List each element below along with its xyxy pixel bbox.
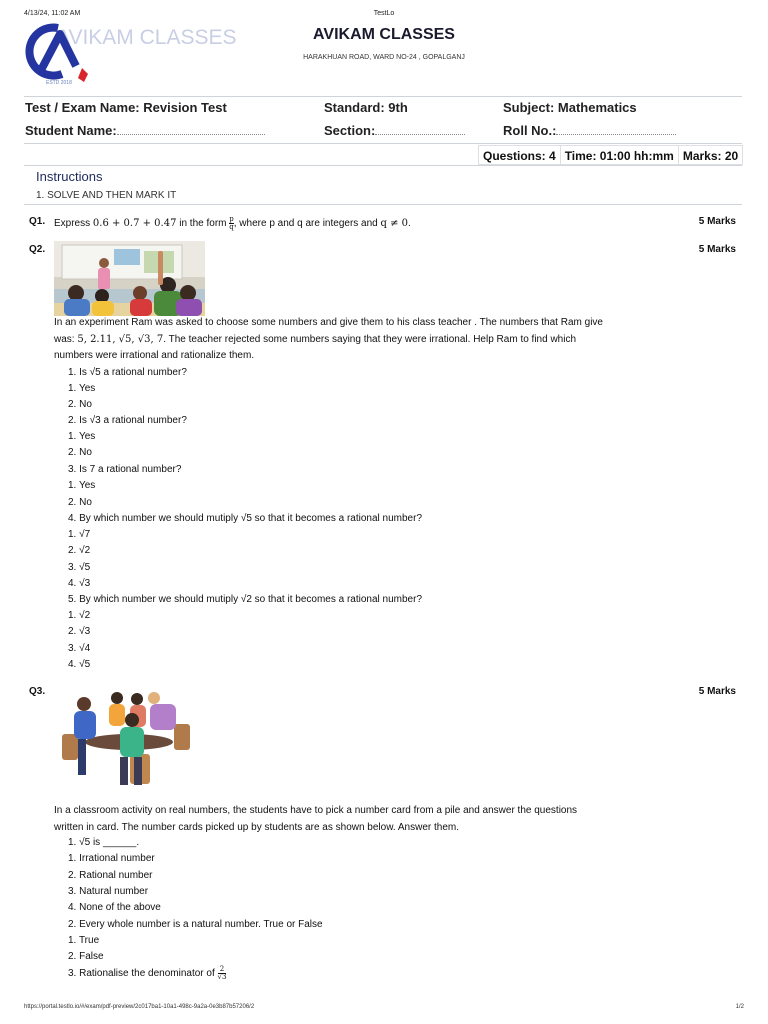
sub-question: 2. Is √3 a rational number? (68, 415, 187, 426)
option-item[interactable]: 2. No (68, 497, 92, 508)
exam-name: Test / Exam Name: Revision Test (25, 100, 227, 115)
option-item[interactable]: 1. Yes (68, 383, 96, 394)
page-url: https://portal.testlo.io/#/exam/pdf-preview/2c017ba1-10a1-498c-9a2a-0e3b87b57206/2 (24, 1004, 255, 1010)
question-number: Q2. (29, 244, 46, 255)
option-item[interactable]: 2. No (68, 399, 92, 410)
print-datetime: 4/13/24, 11:02 AM (24, 10, 81, 17)
question-text: Express 0.6 + 0.7̄ + 0.47̄ in the form $\frac{p}{q}$ , where p and q are integers and q ≠ 0. (54, 215, 411, 231)
math-expression: 0.6 + 0.7̄ + 0.47̄ (92, 218, 177, 230)
instructions-title: Instructions (36, 169, 103, 184)
question-marks: 5 Marks (698, 244, 736, 255)
option-item[interactable]: 3. √4 (68, 643, 91, 654)
math-condition: q ≠ 0 (380, 218, 409, 230)
sub-question: 3. Is 7 a rational number? (68, 464, 182, 475)
option-item[interactable]: 2. √2 (68, 545, 91, 556)
divider (24, 204, 742, 205)
section-label: Section: (324, 123, 376, 138)
sub-question: 2. Every whole number is a natural number. True or False (68, 919, 323, 930)
question-marks: 5 Marks (698, 686, 736, 697)
page-number: 1/2 (735, 1004, 744, 1010)
print-site-name: TestLo (373, 10, 395, 17)
roll-no-field[interactable] (503, 123, 676, 138)
logo-estd-text: ESTD 2018 (46, 80, 72, 86)
option-item[interactable]: 2. √3 (68, 626, 91, 637)
question-marks: 5 Marks (698, 216, 736, 227)
time-limit: Time: 01:00 hh:mm (561, 146, 679, 164)
group-discussion-image (54, 684, 204, 802)
sub-question: 4. By which number we should mutiply √5 so that it becomes a rational number? (68, 513, 422, 524)
subject: Subject: Mathematics (503, 100, 637, 115)
fraction: $\frac{2}{√3}$ (217, 965, 227, 981)
divider (24, 96, 742, 97)
option-item[interactable]: 1. Yes (68, 431, 96, 442)
option-item[interactable]: 2. Rational number (68, 870, 153, 881)
questions-count: Questions: 4 (479, 146, 561, 164)
question-number: Q1. (29, 216, 46, 227)
classroom-image (54, 241, 205, 316)
fraction: $\frac{p}{q}$ (229, 215, 234, 231)
question-paragraph: In a classroom activity on real numbers, the students have to pick a number card from a pile and answer the questions written in card. The number cards picked up by students are as shown below. Answer them. (54, 805, 578, 833)
divider (24, 143, 742, 144)
student-name-field[interactable] (25, 123, 265, 138)
standard: Standard: 9th (324, 100, 408, 115)
option-item[interactable]: 1. √7 (68, 529, 91, 540)
sub-question: 5. By which number we should mutiply √2 so that it becomes a rational number? (68, 594, 422, 605)
option-item[interactable]: 1. True (68, 935, 100, 946)
math-number-list: 5, 2.11, √5, √3, 7 (77, 333, 164, 345)
option-item[interactable]: 2. No (68, 447, 92, 458)
option-item[interactable]: 1. Yes (68, 480, 96, 491)
option-item[interactable]: 1. Irrational number (68, 853, 155, 864)
question-number: Q3. (29, 686, 46, 697)
student-name-label: Student Name: (25, 123, 117, 138)
option-item[interactable]: 4. √3 (68, 578, 91, 589)
exam-stats (478, 145, 743, 165)
option-item[interactable]: 1. √2 (68, 610, 91, 621)
sub-question: 1. Is √5 a rational number? (68, 367, 187, 378)
option-item[interactable]: 2. False (68, 951, 104, 962)
sub-question: 3. Rationalise the denominator of $\frac{2}{√3}$ (68, 965, 227, 981)
organization-name: AVIKAM CLASSES (313, 26, 455, 43)
option-item[interactable]: 4. √5 (68, 659, 91, 670)
option-item[interactable]: 3. √5 (68, 562, 91, 573)
instruction-item: 1. SOLVE AND THEN MARK IT (36, 190, 177, 201)
roll-no-label: Roll No.: (503, 123, 557, 138)
total-marks: Marks: 20 (682, 149, 739, 163)
logo-watermark-text: AVIKAM CLASSES (56, 26, 237, 49)
section-field[interactable] (324, 123, 465, 138)
option-item[interactable]: 4. None of the above (68, 902, 161, 913)
divider (24, 165, 742, 166)
option-item[interactable]: 3. Natural number (68, 886, 149, 897)
sub-question: 1. √5 is ______. (68, 837, 140, 848)
organization-address: HARAKHUAN ROAD, WARD NO-24 , GOPALGANJ (303, 54, 465, 61)
question-paragraph: In an experiment Ram was asked to choose some numbers and give them to his class teacher . The numbers that Ram give was: 5, 2.11, √5, √3, 7. The teacher rejected some numbers saying that they were irrational. Help Ram to find which numbers were irrational and rationalize them. (54, 317, 603, 361)
